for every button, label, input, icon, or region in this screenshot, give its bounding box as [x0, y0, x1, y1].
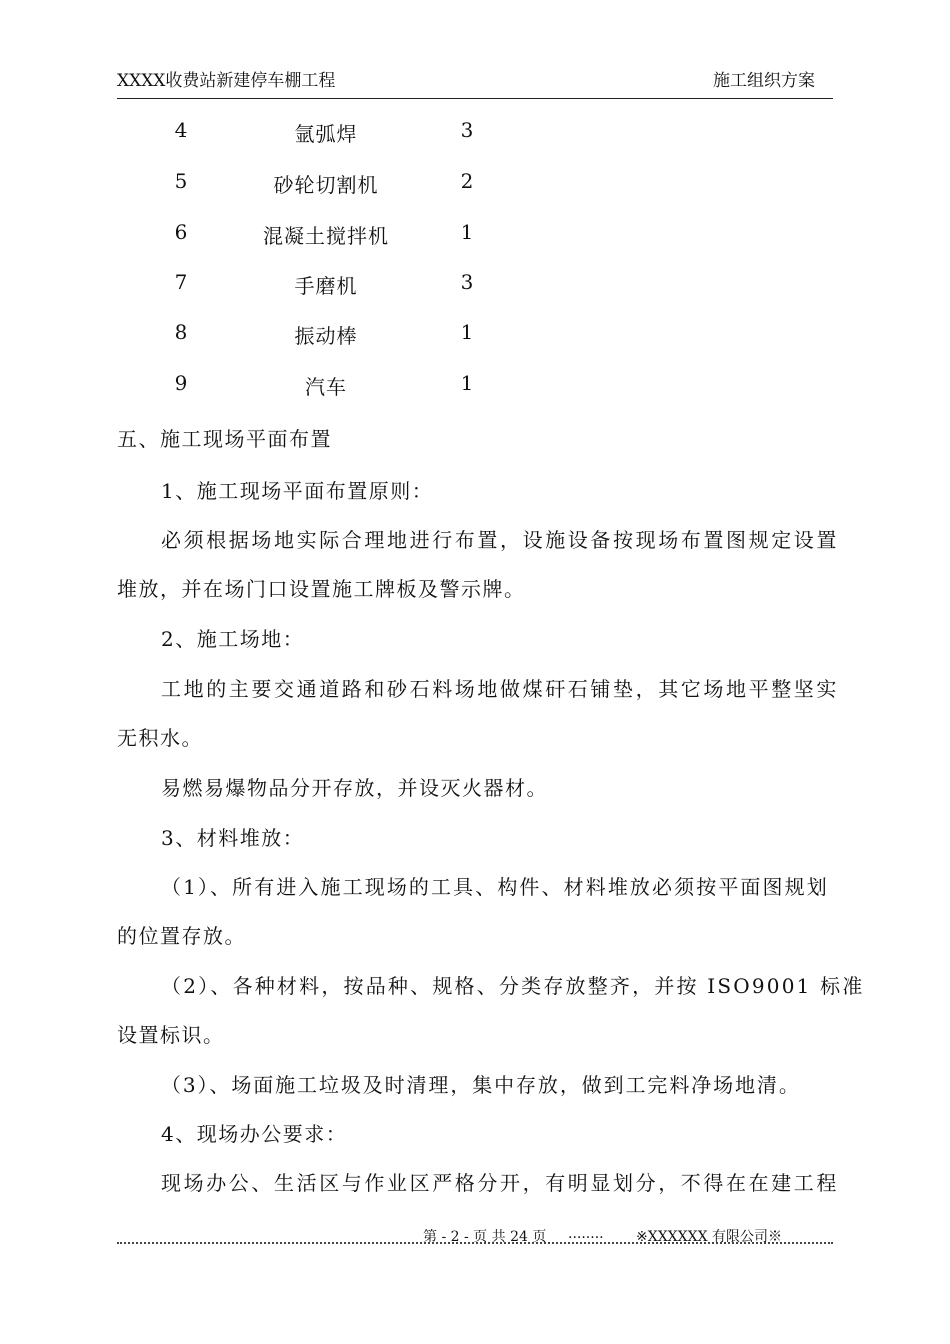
equipment-qty: 1	[460, 371, 474, 395]
paragraph-line: （1）、所有进入施工现场的工具、构件、材料堆放必须按平面图规划	[161, 875, 829, 899]
subsection-title: 3、材料堆放：	[161, 826, 305, 850]
equipment-qty: 3	[460, 270, 474, 294]
equipment-no: 8	[174, 320, 188, 344]
header-project-title: XXXX收费站新建停车棚工程	[117, 71, 336, 91]
paragraph-line: 堆放，并在场门口设置施工牌板及警示牌。	[117, 577, 526, 601]
equipment-name: 汽车	[305, 375, 347, 399]
footer-page-number: 第 - 2 - 页 共 24 页	[423, 1229, 547, 1245]
header-document-type: 施工组织方案	[713, 71, 815, 91]
paragraph-line: （2）、各种材料，按品种、规格、分类存放整齐，并按 ISO9001 标准	[161, 974, 865, 998]
equipment-name: 振动棒	[294, 324, 358, 348]
equipment-no: 9	[174, 371, 188, 395]
paragraph-line: 现场办公、生活区与作业区严格分开，有明显划分，不得在在建工程	[161, 1171, 839, 1195]
section-title: 五、施工现场平面布置	[117, 427, 332, 451]
table-row	[0, 169, 950, 199]
equipment-name: 手磨机	[294, 274, 358, 298]
table-row	[0, 371, 950, 401]
equipment-no: 7	[174, 270, 188, 294]
equipment-no: 4	[174, 118, 188, 142]
footer-company: ※XXXXXX 有限公司※	[636, 1229, 782, 1245]
equipment-qty: 2	[460, 169, 474, 193]
table-row	[0, 270, 950, 300]
equipment-qty: 1	[460, 220, 474, 244]
subsection-title: 4、现场办公要求：	[161, 1122, 348, 1146]
paragraph-line: 的位置存放。	[117, 924, 246, 948]
header-rule	[117, 98, 833, 99]
paragraph-line: 设置标识。	[117, 1023, 225, 1047]
paragraph-line: 必须根据场地实际合理地进行布置，设施设备按现场布置图规定设置	[161, 528, 839, 552]
equipment-no: 6	[174, 220, 188, 244]
subsection-title: 2、施工场地：	[161, 627, 305, 651]
subsection-title: 1、施工现场平面布置原则：	[161, 479, 434, 503]
equipment-name: 混凝土搅拌机	[263, 224, 389, 248]
equipment-qty: 3	[460, 118, 474, 142]
table-row	[0, 320, 950, 350]
equipment-qty: 1	[460, 320, 474, 344]
paragraph-line: （3）、场面施工垃圾及时清理，集中存放，做到工完料净场地清。	[161, 1073, 801, 1097]
equipment-name: 砂轮切割机	[273, 173, 379, 197]
equipment-name: 氩弧焊	[294, 122, 358, 146]
equipment-no: 5	[174, 169, 188, 193]
footer-dots: ........	[568, 1226, 604, 1242]
paragraph-line: 无积水。	[117, 726, 203, 750]
paragraph-line: 易燃易爆物品分开存放，并设灭火器材。	[161, 776, 548, 800]
table-row	[0, 118, 950, 148]
table-row	[0, 220, 950, 250]
footer-rule	[117, 1242, 833, 1244]
paragraph-line: 工地的主要交通道路和砂石料场地做煤矸石铺垫，其它场地平整坚实	[161, 677, 839, 701]
